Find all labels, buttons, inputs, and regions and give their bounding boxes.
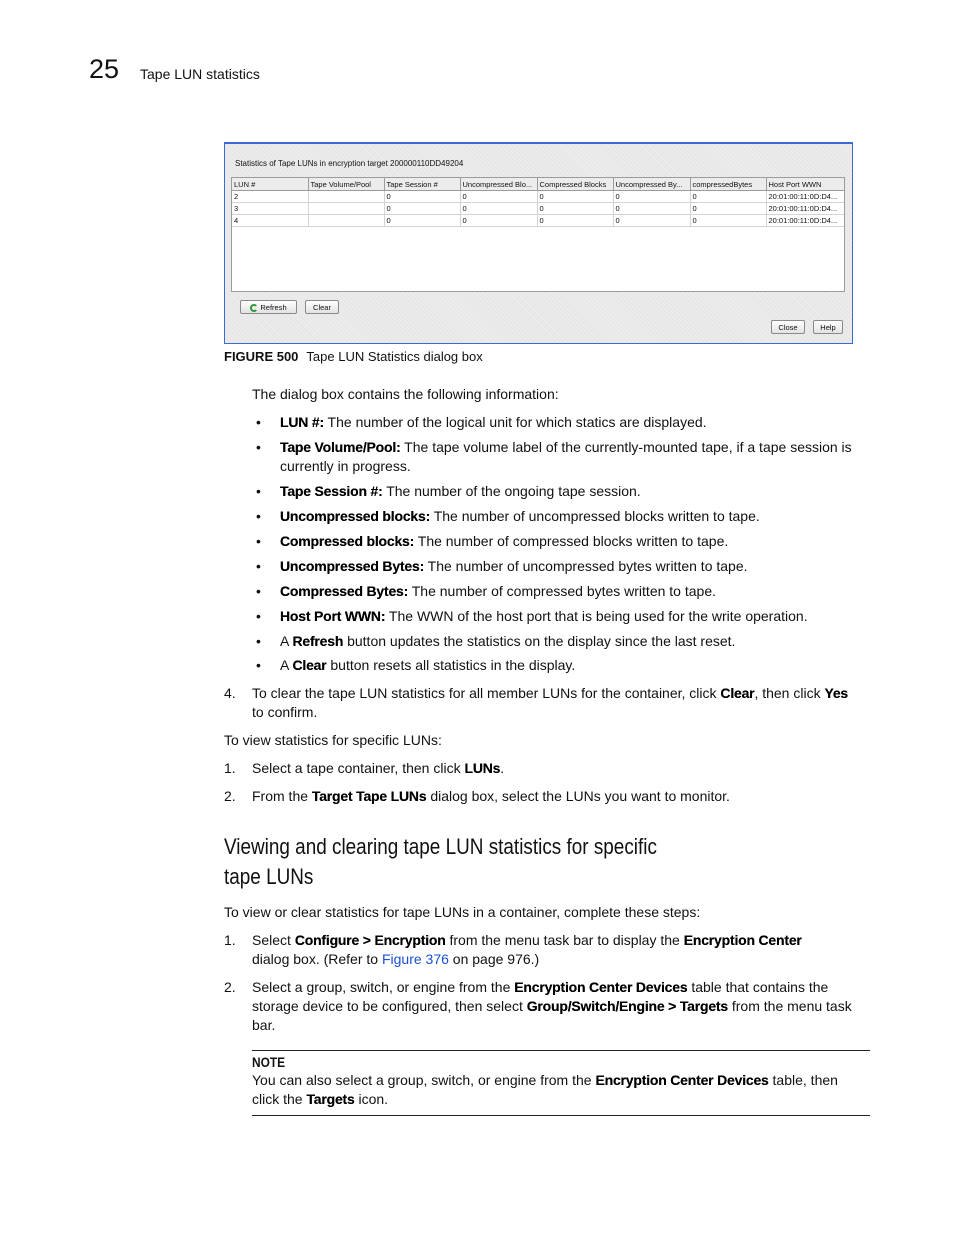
table-cell [308,203,384,215]
term: Configure > Encryption [294,932,446,948]
description: The tape volume label of the currently-mounted tape, if a tape session is currently in progress. [280,439,852,474]
term: Uncompressed blocks: [280,508,431,524]
step-text: dialog box. (Refer to [252,951,382,967]
step-text: from the menu task bar. [252,998,852,1033]
term: Targets [306,1091,355,1107]
term: Yes [824,685,849,701]
bullet-icon: • [256,414,261,430]
description: The number of uncompressed blocks written to tape. [430,508,760,524]
list-item [256,482,880,501]
table-cell: 0 [384,191,460,203]
list-item [256,632,880,651]
step-text: , then click [754,685,825,701]
description: The WWN of the host port that is being used for the write operation. [385,608,808,624]
table-cell: 0 [384,215,460,227]
table-cell: 0 [690,215,766,227]
note-text [252,1071,867,1109]
term: Encryption Center [683,932,802,948]
term: Refresh [292,633,344,649]
description: The number of uncompressed bytes written to tape. [424,558,748,574]
prefix: A [280,633,293,649]
table-cell: 0 [460,215,537,227]
dialog-intro: The dialog box contains the following information: [252,386,559,402]
close-button[interactable]: Close [771,320,805,334]
tape-lun-statistics-dialog [224,142,853,344]
description: The number of compressed blocks written to tape. [414,533,729,549]
figure-title: Tape LUN Statistics dialog box [306,349,483,364]
step-text: Select [252,932,295,948]
list-item [256,507,880,526]
dialog-label: Statistics of Tape LUNs in encryption target 200000110DD49204 [235,159,464,168]
table-row[interactable] [232,215,844,227]
section-step-1 [224,931,862,969]
list-item [256,607,880,626]
list-item [256,532,880,551]
view-intro: To view statistics for specific LUNs: [224,732,442,748]
step-text: To clear the tape LUN statistics for all member LUNs for the container, click [252,685,721,701]
step-4 [224,684,862,722]
bullet-icon: • [256,657,261,673]
step-text: from the menu task bar to display the [445,932,684,948]
section-heading-line: Viewing and clearing tape LUN statistics for specific [224,834,657,859]
table-row[interactable] [232,203,844,215]
table-cell: 0 [384,203,460,215]
term: Tape Volume/Pool: [280,439,401,455]
term: Clear [292,657,327,673]
step-text: From the [252,788,312,804]
table-cell: 20:01:00:11:0D:D4... [766,191,844,203]
column-header-compressed-blocks[interactable]: Compressed Blocks [537,178,613,191]
term: LUNs [464,760,501,776]
description: button resets all statistics in the display. [326,657,576,673]
list-item [256,438,880,476]
table-header-row [232,178,844,191]
note-text-part: table, then click the [252,1072,838,1107]
figure-caption [224,348,483,366]
figure-link[interactable]: Figure 376 [381,951,449,967]
refresh-button[interactable] [240,300,297,314]
term: LUN #: [280,414,324,430]
table-cell: 0 [460,203,537,215]
statistics-table[interactable] [231,177,845,292]
view-step-1 [224,759,862,778]
step-number: 2. [224,788,236,804]
table-cell: 0 [613,215,690,227]
description: The number of the logical unit for which statics are displayed. [323,414,707,430]
description: The number of compressed bytes written to tape. [408,583,716,599]
column-header-tape-volume[interactable]: Tape Volume/Pool [308,178,384,191]
bullet-icon: • [256,508,261,524]
section-heading [224,832,740,892]
section-heading-line: tape LUNs [224,864,314,889]
clear-button[interactable]: Clear [305,300,339,314]
refresh-button-label: Refresh [260,303,287,312]
list-item [256,413,880,432]
prefix: A [280,657,293,673]
term: Target Tape LUNs [311,788,427,804]
table-cell: 3 [232,203,308,215]
term: Clear [720,685,755,701]
column-header-host-port-wwn[interactable]: Host Port WWN [766,178,844,191]
note-title: NOTE [252,1054,286,1070]
list-item [256,582,880,601]
note-text-part: You can also select a group, switch, or engine from the [252,1072,596,1088]
step-number: 4. [224,685,236,701]
step-text: Select a group, switch, or engine from the [252,979,515,995]
step-number: 1. [224,932,236,948]
list-item [256,557,880,576]
view-step-2 [224,787,862,806]
bullet-icon: • [256,583,261,599]
step-text: . [500,760,505,776]
term: Compressed blocks: [280,533,415,549]
column-header-tape-session[interactable]: Tape Session # [384,178,460,191]
column-header-uncompressed-blocks[interactable]: Uncompressed Blo... [460,178,537,191]
table-cell: 0 [690,203,766,215]
term: Encryption Center Devices [595,1072,769,1088]
bullet-icon: • [256,439,261,455]
column-header-compressed-bytes[interactable]: compressedBytes [690,178,766,191]
figure-number: FIGURE 500 [224,349,299,364]
table-cell: 0 [537,215,613,227]
note-text-part: icon. [354,1091,389,1107]
table-cell [308,215,384,227]
table-cell: 0 [613,191,690,203]
table-cell: 0 [460,191,537,203]
term: Compressed Bytes: [280,583,409,599]
step-text: on page 976.) [448,951,540,967]
step-number: 2. [224,979,236,995]
term: Group/Switch/Engine > Targets [526,998,728,1014]
chapter-title: Tape LUN statistics [140,66,260,82]
step-text: Select a tape container, then click [252,760,465,776]
chapter-number: 25 [89,54,120,84]
table-cell [308,191,384,203]
table-cell: 4 [232,215,308,227]
section-intro: To view or clear statistics for tape LUNs in a container, complete these steps: [224,904,701,920]
bullet-icon: • [256,558,261,574]
bullet-icon: • [256,533,261,549]
refresh-icon [250,304,258,312]
table-cell: 20:01:00:11:0D:D4... [766,215,844,227]
table-row[interactable] [232,191,844,203]
section-step-2 [224,978,862,1035]
step-number: 1. [224,760,236,776]
table-cell: 0 [537,203,613,215]
column-header-uncompressed-bytes[interactable]: Uncompressed By... [613,178,690,191]
term: Encryption Center Devices [514,979,688,995]
column-header-lun[interactable]: LUN # [232,178,308,191]
bullet-icon: • [256,608,261,624]
bullet-icon: • [256,633,261,649]
table-cell: 0 [690,191,766,203]
step-text: dialog box, select the LUNs you want to monitor. [426,788,730,804]
list-item [256,656,880,675]
term: Uncompressed Bytes: [280,558,425,574]
description: button updates the statistics on the display since the last reset. [343,633,736,649]
bullet-icon: • [256,483,261,499]
table-cell: 2 [232,191,308,203]
note-box [252,1050,870,1116]
table-cell: 0 [613,203,690,215]
term: Host Port WWN: [280,608,386,624]
table-cell: 0 [537,191,613,203]
description: The number of the ongoing tape session. [382,483,641,499]
step-text: table that contains the storage device to be configured, then select [252,979,829,1014]
step-text: to confirm. [252,704,318,720]
help-button[interactable]: Help [813,320,843,334]
table-cell: 20:01:00:11:0D:D4... [766,203,844,215]
term: Tape Session #: [280,483,383,499]
